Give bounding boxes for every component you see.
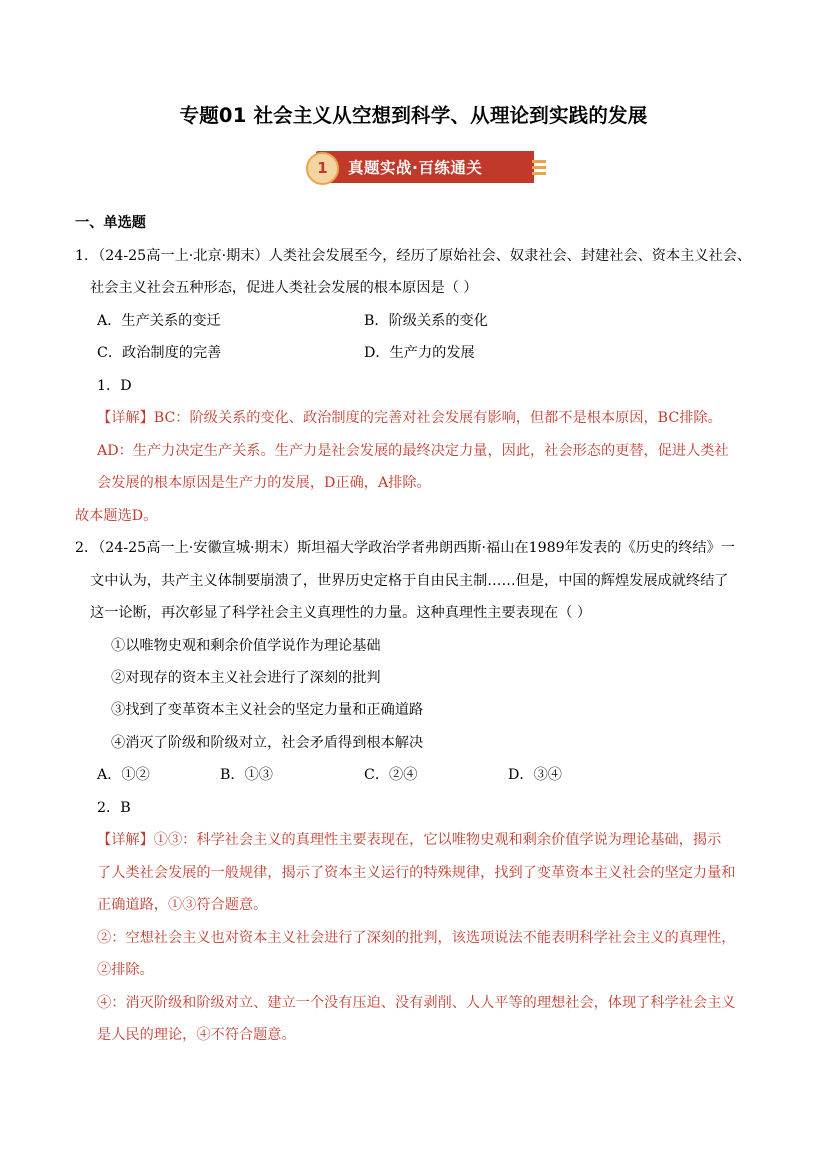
page-title: 专题01 社会主义从空想到科学、从理论到实践的发展 — [179, 104, 648, 127]
q1-option-c: C．政治制度的完善 — [97, 345, 222, 361]
q2-option-b: B．①③ — [220, 767, 273, 783]
q2-detail-line: 了人类社会发展的一般规律，揭示了资本主义运行的特殊规律，找到了变革资本主义社会的坚定力量和 — [97, 865, 736, 881]
q2-detail-line: ②排除。 — [97, 962, 154, 978]
q1-detail-line: 【详解】BC：阶级关系的变化、政治制度的完善对社会发展有影响，但都不是根本原因，BC排除。 — [97, 410, 722, 426]
q2-statement: ③找到了变革资本主义社会的坚定力量和正确道路 — [111, 702, 424, 718]
q2-statement: ②对现存的资本主义社会进行了深刻的批判 — [111, 670, 381, 686]
q1-detail-line: 会发展的根本原因是生产力的发展，D正确，A排除。 — [97, 475, 431, 491]
q2-detail-line: 【详解】①③：科学社会主义的真理性主要表现在，它以唯物史观和剩余价值学说为理论基础，揭示 — [97, 832, 722, 848]
q2-statement: ①以唯物史观和剩余价值学说作为理论基础 — [111, 638, 381, 654]
banner-number-badge: 1 — [306, 152, 339, 185]
q1-detail-line: AD：生产力决定生产关系。生产力是社会发展的最终决定力量，因此，社会形态的更替，促进人类社 — [97, 443, 729, 459]
q2-detail-line: ②：空想社会主义也对资本主义社会进行了深刻的批判，该选项说法不能表明科学社会主义的真理性， — [97, 930, 736, 946]
banner-label: 真题实战·百练通关 — [348, 159, 483, 177]
section-banner — [306, 148, 546, 186]
q1-answer: 1．D — [97, 378, 132, 394]
banner-stripe-icon — [532, 172, 546, 175]
section-heading: 一、单选题 — [75, 215, 146, 231]
q1-conclusion: 故本题选D。 — [75, 508, 158, 524]
q2-detail-line: 是人民的理论，④不符合题意。 — [97, 1027, 296, 1043]
q2-option-a: A．①② — [97, 767, 150, 783]
q2-detail-line: 正确道路，①③符合题意。 — [97, 897, 268, 913]
q1-option-b: B．阶级关系的变化 — [364, 313, 488, 329]
banner-stripe-icon — [532, 160, 546, 163]
q2-stem-line: 这一论断，再次彰显了科学社会主义真理性的力量。这种真理性主要表现在（ ） — [90, 605, 592, 621]
q2-detail-line: ④：消灭阶级和阶级对立、建立一个没有压迫、没有剥削、人人平等的理想社会，体现了科学社会主义 — [97, 995, 736, 1011]
banner-stripe-icon — [532, 166, 546, 169]
q1-option-a: A．生产关系的变迁 — [97, 313, 221, 329]
q2-statement: ④消灭了阶级和阶级对立，社会矛盾得到根本解决 — [111, 735, 424, 751]
q2-option-c: C．②④ — [364, 767, 418, 783]
q1-option-d: D．生产力的发展 — [364, 345, 475, 361]
q1-stem-line: 社会主义社会五种形态，促进人类社会发展的根本原因是（ ） — [90, 280, 478, 296]
q2-option-d: D．③④ — [508, 767, 562, 783]
q2-stem-line: 文中认为，共产主义体制要崩溃了，世界历史定格于自由民主制……但是，中国的辉煌发展成就终结了 — [90, 573, 729, 589]
q1-stem-line: 1．（24-25高一上·北京·期末）人类社会发展至今，经历了原始社会、奴隶社会、封建社会、资本主义社会、 — [75, 248, 752, 264]
q2-stem-line: 2．（24-25高一上·安徽宣城·期末）斯坦福大学政治学者弗朗西斯·福山在1989年发表的《历史的终结》一 — [75, 540, 735, 556]
q2-answer: 2．B — [97, 800, 131, 816]
